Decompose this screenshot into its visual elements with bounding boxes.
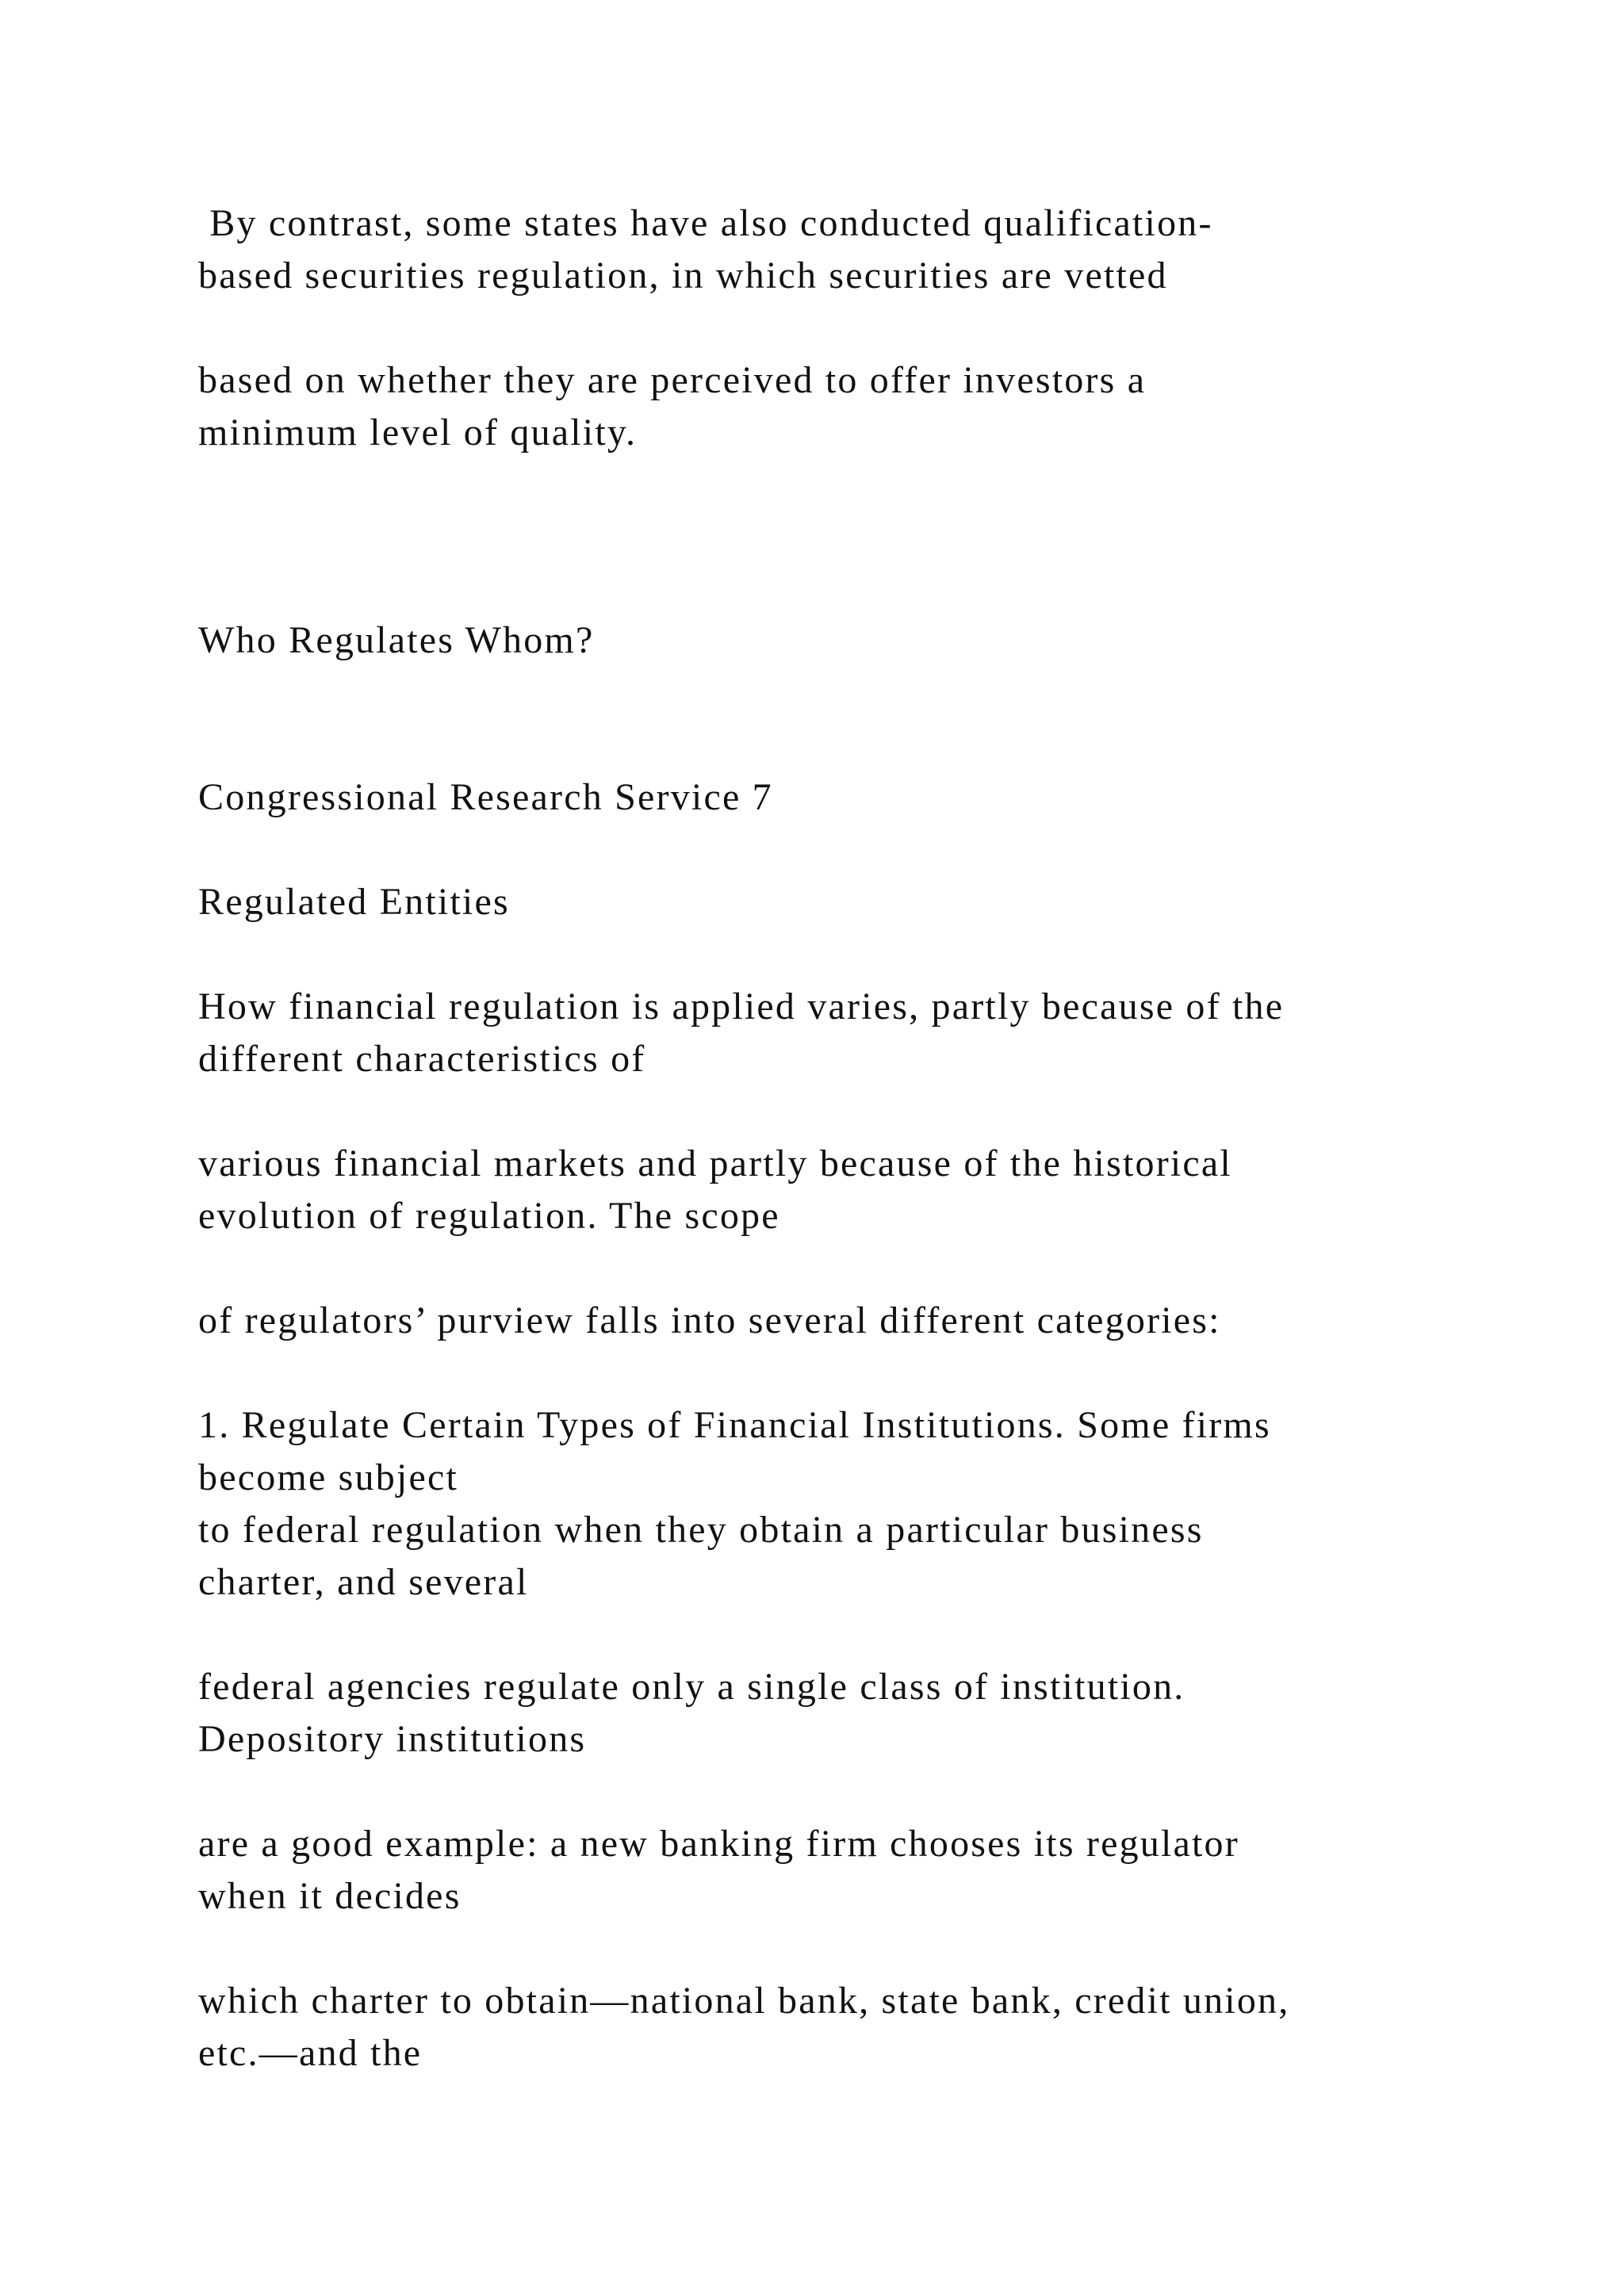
text-line-12: of regulators’ purview falls into several different categories:: [198, 1299, 1221, 1341]
list-item-1-line-3: to federal regulation when they obtain a particular business: [198, 1509, 1204, 1551]
text-line-8: How financial regulation is applied varies, partly because of the: [198, 985, 1285, 1027]
section-heading: Who Regulates Whom?: [198, 619, 595, 661]
text-line-4: minimum level of quality.: [198, 411, 638, 453]
text-line-1: By contrast, some states have also conducted qualification-: [198, 202, 1213, 244]
list-item-1-line-2: become subject: [198, 1456, 459, 1498]
text-line-18: Depository institutions: [198, 1718, 587, 1760]
text-line-21: which charter to obtain—national bank, state bank, credit union,: [198, 1980, 1290, 2022]
text-line-9: different characteristics of: [198, 1038, 646, 1080]
text-line-2: based securities regulation, in which securities are vetted: [198, 254, 1168, 297]
text-line-20: when it decides: [198, 1875, 462, 1917]
list-item-1-line-1: 1. Regulate Certain Types of Financial Institutions. Some firms: [198, 1404, 1271, 1446]
text-line-3: based on whether they are perceived to offer investors a: [198, 359, 1147, 401]
text-line-10: various financial markets and partly because of the historical: [198, 1142, 1232, 1184]
text-line-17: federal agencies regulate only a single class of institution.: [198, 1666, 1185, 1708]
text-line-11: evolution of regulation. The scope: [198, 1195, 780, 1237]
list-item-1-line-4: charter, and several: [198, 1561, 529, 1603]
text-line-19: are a good example: a new banking firm chooses its regulator: [198, 1823, 1239, 1865]
page-footer-source: Congressional Research Service 7: [198, 776, 773, 818]
subsection-heading: Regulated Entities: [198, 881, 510, 923]
text-line-22: etc.—and the: [198, 2032, 423, 2074]
